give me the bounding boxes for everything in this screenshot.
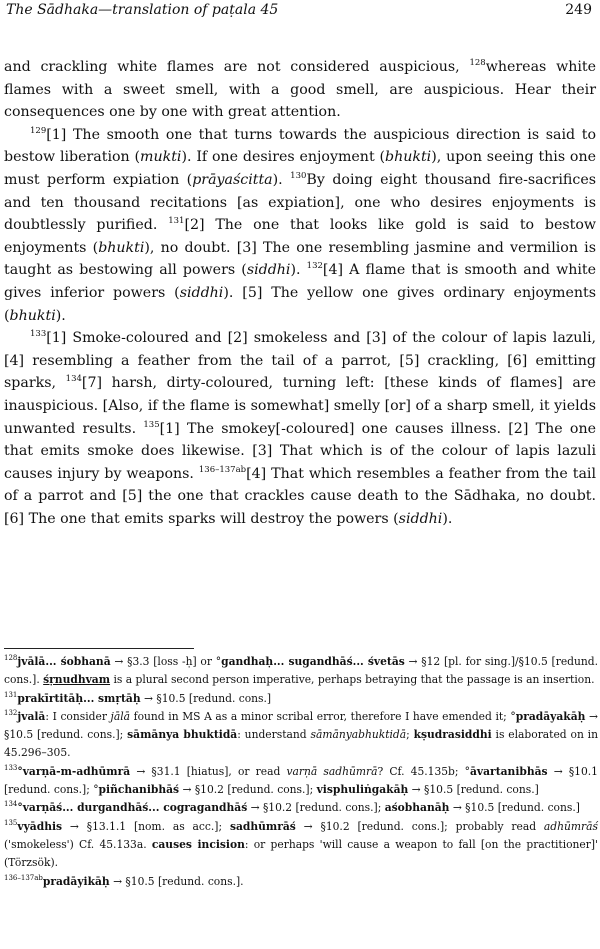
footnotes xyxy=(4,653,598,891)
lemma: gandhaḥ... sugandhāś... śvetās xyxy=(221,655,405,668)
term: prāyaścitta xyxy=(192,171,273,188)
text-run: ), upon seeing this one must perform expiation ( xyxy=(4,149,596,188)
footnote-128 xyxy=(4,653,598,690)
lemma: °varṇā-m-adhūmrā xyxy=(17,764,131,778)
term: bhukti xyxy=(98,239,145,256)
lemma: jvālā... śobhanā xyxy=(17,655,111,668)
text-run: → §10.5 [redund. cons.] xyxy=(449,801,580,815)
text-run: → §10.5 [redund. cons.] xyxy=(140,691,272,705)
reading: adhūmrāś xyxy=(543,819,598,833)
term: siddhi xyxy=(179,284,224,301)
lemma: aśobhanāḥ xyxy=(384,801,450,815)
running-header xyxy=(6,2,592,24)
text-run: and crackling white flames are not considered auspicious, xyxy=(4,59,460,75)
lemma: jvalā xyxy=(17,709,46,723)
text-run: ), no doubt. [3] The one resembling jasmine and vermilion is taught as bestowing all powers ( xyxy=(4,239,596,279)
text-run: → §10.2 [redund. cons.]; xyxy=(247,801,385,815)
footnote-ref: 128 xyxy=(469,58,486,68)
footnote-number: 133 xyxy=(4,763,18,772)
footnote-ref: 134 xyxy=(65,374,82,385)
text-run: → §12 [pl. for sing.]/§10.5 [redund. cons.]. xyxy=(4,655,598,687)
footnote-divider xyxy=(4,648,194,649)
paragraph xyxy=(4,56,596,124)
lemma: śṛnudhvam xyxy=(43,673,111,687)
footnote-ref: 129 xyxy=(30,125,47,136)
text-run: ? Cf. 45.135b; ° xyxy=(377,764,470,778)
footnote-ref: 136–137ab xyxy=(198,464,247,475)
text-run: → §10.1 [redund. cons.]; ° xyxy=(4,764,598,797)
text-run: ). xyxy=(442,510,453,527)
text-run: ). xyxy=(55,307,66,324)
text-run: : I consider xyxy=(45,709,111,723)
footnote-number: 131 xyxy=(4,690,18,699)
lemma: sadhūmrāś xyxy=(229,819,296,833)
term: siddhi xyxy=(398,510,443,527)
footnote-number: 132 xyxy=(4,708,18,717)
footnote-ref: 132 xyxy=(306,261,323,272)
text-run: → §10.5 [redund. cons.] xyxy=(408,783,539,797)
lemma: piñchanibhāś xyxy=(98,783,180,797)
footnote-number: 135 xyxy=(4,818,18,827)
footnote-135 xyxy=(4,818,598,873)
text-run: [7] harsh, dirty-coloured, turning left: [these kinds of flames] are inauspicious. [Also, if the flame is somewhat] smelly [or] of a sharp smell, it yields unwanted results. xyxy=(4,375,596,437)
footnote-number: 134 xyxy=(4,800,18,809)
lemma: causes incision xyxy=(151,837,245,851)
text-run: [2] The one that looks like gold is said to bestow enjoyments ( xyxy=(4,217,597,256)
running-title: The Sādhaka—translation of paṭala 45 xyxy=(6,2,279,18)
footnote-ref: 130 xyxy=(290,170,307,181)
footnote-number: 136–137ab xyxy=(4,873,43,882)
reading: sāmānyabhuktidā xyxy=(310,728,407,742)
text-run: ). xyxy=(290,262,301,279)
lemma: pradāyakāḥ xyxy=(515,709,586,723)
footnote-132 xyxy=(4,708,598,763)
paragraph xyxy=(4,124,596,327)
lemma: āvartanibhās xyxy=(470,764,548,778)
text-run: is elaborated on in 45.296–305. xyxy=(4,728,598,760)
text-run: → §31.1 [hiatus], or read xyxy=(130,764,287,778)
main-text xyxy=(4,56,596,530)
text-run: [4] That which resembles a feather from the tail of a parrot and [5] the one that crackles cause death to the Sādhaka, no doubt. [6] The one that emits sparks will destroy the powers ( xyxy=(4,465,596,527)
text-run: whereas white flames with a sweet smell, with a good smell, are auspicious. Hear their consequences one by one with great attention. xyxy=(4,59,596,121)
lemma: visphuliṅgakāḥ xyxy=(316,783,409,797)
page-number: 249 xyxy=(565,2,592,18)
term: siddhi xyxy=(246,262,291,279)
text-run: ). [5] The yellow one gives ordinary enjoyments ( xyxy=(4,284,596,324)
text-run: ). If one desires enjoyment ( xyxy=(181,149,386,166)
text-run: is a plural second person imperative, perhaps betraying that the passage is an insertion. xyxy=(110,673,595,687)
footnote-ref: 133 xyxy=(30,329,47,340)
lemma: pradāyikāḥ xyxy=(42,874,110,888)
reading: varṇā sadhūmrā xyxy=(286,764,378,778)
text-run: → §10.5 [redund. cons.]; xyxy=(4,709,598,742)
lemma: prakīrtitāḥ... smṛtāḥ xyxy=(17,691,141,705)
footnote-136-137ab xyxy=(4,873,598,891)
text-run: [1] The smokey[-coloured] one causes illness. [2] The one that emits smoke does likewise. [3] That which is of the colour of lapis lazuli causes injury by weapons. xyxy=(4,420,596,482)
text-run: [1] Smoke-coloured and [2] smokeless and [3] of the colour of lapis lazuli, [4] resembling a feather from the tail of a parrot, [5] crackling, [6] emitting sparks, xyxy=(4,330,596,392)
footnote-134 xyxy=(4,799,598,817)
reading: jālā xyxy=(110,709,131,723)
footnote-ref: 135 xyxy=(143,419,160,430)
footnote-ref: 131 xyxy=(168,216,185,227)
text-run: → §10.5 [redund. cons.]. xyxy=(109,874,244,888)
text-run: [4] A flame that is smooth and white gives inferior powers ( xyxy=(4,262,596,301)
text-run: [1] The smooth one that turns towards the auspicious direction is said to bestow liberation ( xyxy=(4,126,596,166)
text-run: : or perhaps 'will cause a weapon to fall [on the practitioner]' (Törzsök). xyxy=(4,837,598,870)
lemma: kṣudrasiddhi xyxy=(413,728,492,742)
text-run: → §13.1.1 [nom. as acc.]; xyxy=(62,819,230,833)
text-run: ('smokeless') Cf. 45.133a. xyxy=(4,837,152,851)
text-run: found in MS A as a minor scribal error, therefore I have emended it; ° xyxy=(130,709,516,723)
footnote-number: 128 xyxy=(4,654,18,662)
footnote-133 xyxy=(4,763,598,800)
text-run: → §3.3 [loss -ḥ] or ° xyxy=(110,655,222,668)
text-run: : understand xyxy=(237,728,311,742)
text-run: ). xyxy=(272,171,283,188)
text-run: ; xyxy=(406,728,414,742)
term: mukti xyxy=(140,149,182,166)
text-run: By doing eight thousand fire-sacrifices and ten thousand recitations [as expiation], one who desires enjoyments is doubtlessly purified. xyxy=(4,171,596,234)
text-run: → §10.2 [redund. cons.]; xyxy=(179,783,317,797)
footnote-131 xyxy=(4,690,598,708)
paragraph xyxy=(4,327,596,530)
lemma: sāmānya bhuktidā xyxy=(127,728,238,742)
term: bhukti xyxy=(385,149,432,166)
lemma: °varṇāś... durgandhāś... cogragandhāś xyxy=(17,801,248,815)
text-run: → §10.2 [redund. cons.]; probably read xyxy=(295,819,544,833)
lemma: vyādhis xyxy=(17,819,63,833)
term: bhukti xyxy=(9,307,56,324)
